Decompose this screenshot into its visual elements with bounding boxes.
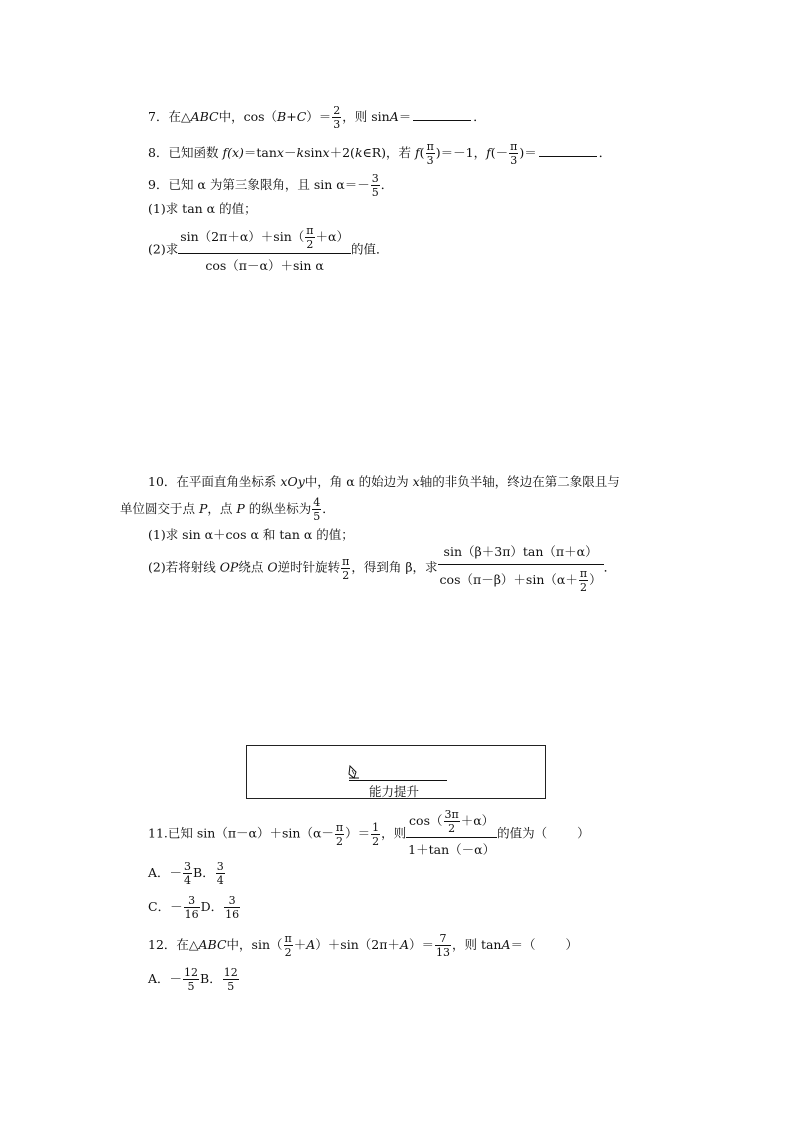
answer-blank[interactable] (539, 144, 597, 157)
compound-fraction: cos（ $\frac{3\pi}{2}$ ＋α） 1＋tan（－α） (408, 808, 496, 857)
compound-fraction: sin（2π＋α）＋sin（ $\frac{\pi}{2}$ ＋α） cos（π－α）＋sin α (180, 224, 349, 273)
fraction: $\frac{\pi}{3}$ (426, 140, 434, 167)
section-title: 能力提升 (369, 784, 420, 799)
question-12-options: A．－ $\frac{12}{5}$ B． $\frac{12}{5}$ (148, 966, 238, 993)
question-11-options-ab: A．－ $\frac{3}{4}$ B． $\frac{3}{4}$ (148, 860, 224, 887)
compound-fraction: sin（β＋3π）tan（π＋α） cos（π－β）＋sin（α＋ $\frac{\pi}{2}$ ） (439, 544, 602, 594)
question-12: 12．在△ABC中，sin（ $\frac{\pi}{2}$ ＋A）＋sin（2π＋A）＝ $\frac{7}{13}$ ，则 tanA＝（ ） (148, 932, 579, 959)
question-9: 9．已知 α 为第三象限角，且 sin α＝－ $\frac{3}{5}$ ． (148, 172, 394, 199)
question-10-part-1: (1)求 sin α＋cos α 和 tan α 的值； (148, 527, 354, 542)
divider (349, 780, 447, 781)
question-10-part-2: (2)若将射线 OP绕点 O逆时针旋转 $\frac{\pi}{2}$ ，得到角 β，求 sin（β＋3π）tan（π＋α） cos（π－β）＋sin（α＋ $\frac{\pi}{2}$ ） ． (148, 544, 617, 594)
question-9-part-1: (1)求 tan α 的值； (148, 201, 257, 216)
question-9-part-2: (2)求 sin（2π＋α）＋sin（ $\frac{\pi}{2}$ ＋α） cos（π－α）＋sin α 的值． (148, 224, 388, 276)
question-10: 10．在平面直角坐标系 xOy中，角 α 的始边为 x轴的非负半轴，终边在第二象限且与 (148, 474, 620, 489)
fraction: $\frac{\pi}{2}$ (342, 554, 350, 582)
answer-blank[interactable] (413, 108, 471, 121)
question-11-options-cd: C．－ $\frac{3}{16}$ D． $\frac{3}{16}$ (148, 894, 240, 921)
fraction: $\frac{\pi}{3}$ (510, 140, 518, 167)
question-8: 8．已知函数 f(x)＝tanx－ksinx＋2(k∈R)，若 f( $\frac{\pi}{3}$ )＝－1，f(－ $\frac{\pi}{3}$ )＝ ． (148, 140, 612, 167)
question-10-line-2: 单位圆交于点 P，点 P 的纵坐标为 $\frac{4}{5}$ ． (120, 496, 335, 523)
question-11: 11.已知 sin（π－α）＋sin（α－ $\frac{\pi}{2}$ ）＝ $\frac{1}{2}$ ，则 cos（ $\frac{3\pi}{2}$ ＋α） 1＋tan（－α） 的值为（ ） (148, 808, 590, 860)
fraction: $\frac{4}{5}$ (313, 496, 321, 523)
pencil-icon (347, 764, 361, 780)
fraction: $\frac{2}{3}$ (333, 104, 341, 131)
fraction: $\frac{3}{5}$ (371, 172, 379, 199)
section-header-box (246, 745, 546, 799)
question-7: 7．在△ABC中，cos（B+C）＝ $\frac{2}{3}$ ，则 sinA＝ ． (148, 104, 486, 131)
